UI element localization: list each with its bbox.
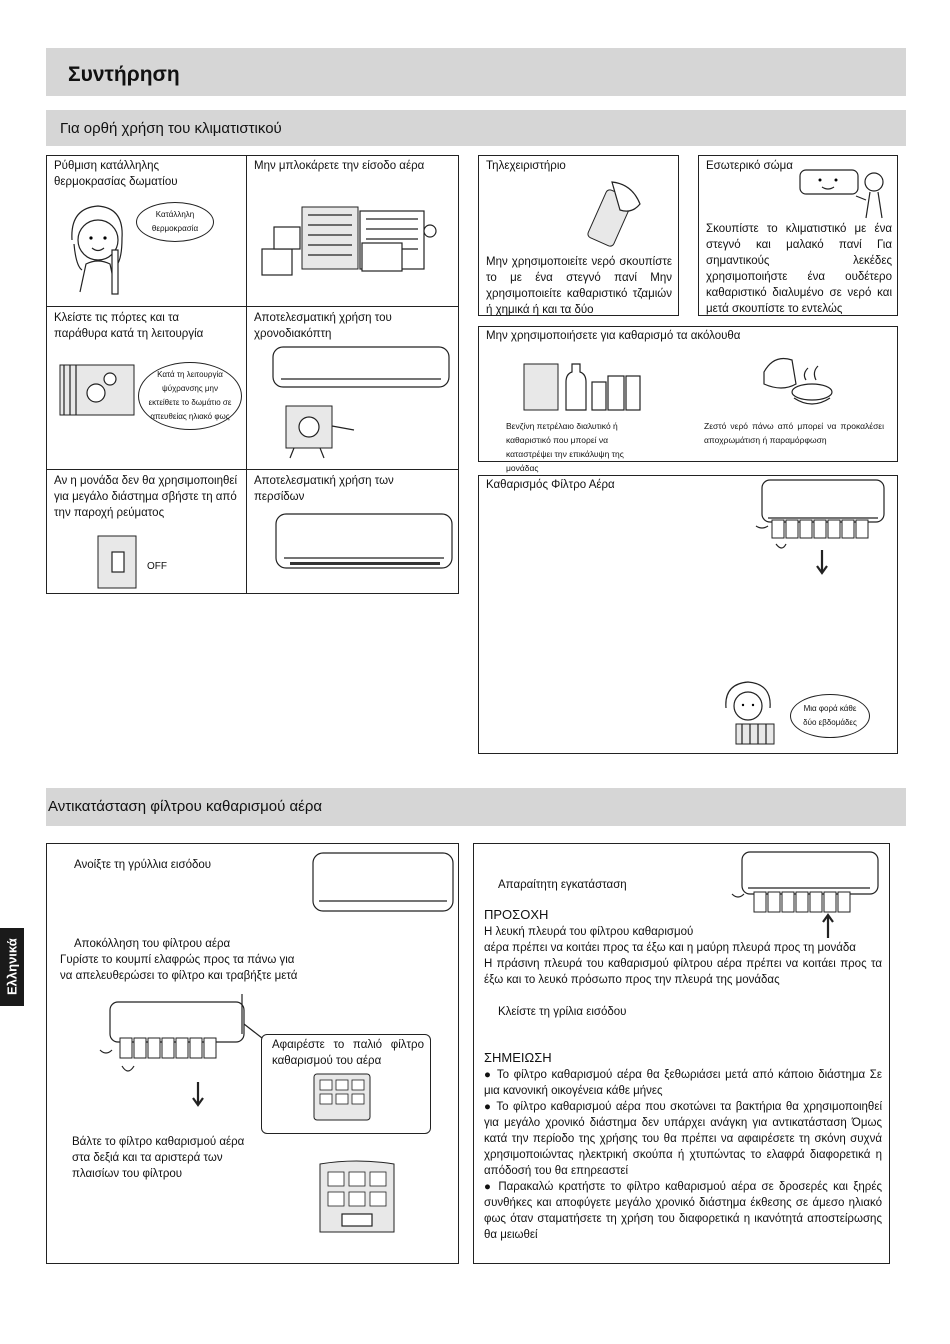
bubble-filter-frequency bbox=[790, 694, 870, 738]
bubble-sunlight-warning bbox=[138, 362, 242, 430]
close-grille: Κλείστε τη γρίλια εισόδου bbox=[498, 1006, 627, 1018]
language-tab: Ελληνικά bbox=[0, 928, 24, 1006]
indoor-unit-face-illustration bbox=[800, 170, 892, 224]
bubble-line: απευθείας ηλιακό φως bbox=[150, 412, 230, 421]
hot-water-illustration bbox=[754, 350, 834, 414]
solvents-illustration bbox=[520, 360, 650, 414]
filter-cleaning-title: Καθαρισμός Φίλτρο Αέρα bbox=[486, 479, 615, 491]
tip-unplug: Αν η μονάδα δεν θα χρησιμοποιηθεί για μεγάλο διάστημα σβήστε τη από την παροχή ρεύματος bbox=[54, 475, 238, 519]
remote-cleaning-illustration bbox=[582, 180, 646, 248]
remove-old-filter-text: Αφαιρέστε το παλιό φίλτρο καθαρισμού του αέρα bbox=[272, 1039, 424, 1067]
caution-title: ΠΡΟΣΟΧΗ bbox=[484, 907, 549, 922]
new-filter-illustration bbox=[316, 1158, 400, 1238]
ac-grille-open-illustration bbox=[313, 853, 455, 915]
girl-thermometer-illustration bbox=[60, 200, 140, 300]
bubble-line: θερμοκρασία bbox=[151, 224, 199, 233]
tip-air-inlet: Μην μπλοκάρετε την είσοδο αέρα bbox=[254, 160, 425, 172]
bubble-line: ψύχρανσης μην bbox=[162, 384, 218, 393]
step-detach-title: Αποκόλληση του φίλτρου αέρα bbox=[74, 938, 231, 950]
step-open-grille: Ανοίξτε τη γρύλλια εισόδου bbox=[74, 859, 212, 871]
filter-detach-illustration bbox=[100, 994, 250, 1110]
bubble-line: Κατά τη λειτουργία bbox=[157, 370, 223, 379]
blocked-inlet-illustration bbox=[262, 205, 452, 285]
window-girl-illustration bbox=[60, 365, 140, 425]
note-item-1: ● Το φίλτρο καθαρισμού αέρα θα ξεθωριάσει μετά από κάποιο διάστημα Σε μια κανονική οικογένεια κάθε μήνες bbox=[484, 1069, 882, 1097]
bubble-line: εκτείθετε το δωμάτιο σε bbox=[148, 398, 232, 407]
indoor-text: Σκουπίστε το κλιματιστικό με ένα στεγνό και μαλακό πανί Για σημαντικούς λεκέδες χρησιμοποιήστε ένα ουδέτερο καθαριστικό διαλυμένο σε νερό και μετά σκουπίστε το εντελώς bbox=[706, 223, 892, 315]
dont-use-right-text: Ζεστό νερό πάνω από μπορεί να προκαλέσει αποχρωμάτιση ή παραμόρφωση bbox=[704, 421, 884, 445]
caution-line-3: Η πράσινη πλευρά του καθαρισμού φίλτρου αέρα πρέπει να κοιτάει προς τα έξω και το λευκό πρόσωπο προς την πλευρά της μονάδας bbox=[484, 958, 882, 986]
dont-use-title: Μην χρησιμοποιήσετε για καθαρισμό τα ακόλουθα bbox=[486, 330, 741, 342]
filter-install-illustration bbox=[730, 850, 880, 944]
grid-divider-h2 bbox=[46, 469, 459, 470]
indoor-title: Εσωτερικό σώμα bbox=[706, 160, 793, 172]
ac-unit-illustration bbox=[273, 347, 451, 393]
tip-close-doors: Κλείστε τις πόρτες και τα παράθυρα κατά τη λειτουργία bbox=[54, 312, 204, 340]
timer-character-illustration bbox=[280, 400, 370, 462]
bubble-line: Κατάλληλη bbox=[155, 210, 195, 219]
tip-timer: Αποτελεσματική χρήση του χρονοδιακόπτη bbox=[254, 312, 392, 340]
caution-line-2: αέρα πρέπει να κοιτάει προς τα έξω και η μαύρη πλευρά προς τη μονάδα bbox=[484, 942, 856, 954]
page-title: Συντήρηση bbox=[68, 63, 180, 86]
grid-divider-v bbox=[246, 155, 247, 594]
step-insert-filter: Βάλτε το φίλτρο καθαρισμού αέρα στα δεξιά και τα αριστερά των πλαισίων του φίλτρου bbox=[72, 1136, 245, 1180]
remote-title: Τηλεχειριστήριο bbox=[486, 160, 566, 172]
ac-louvers-illustration bbox=[276, 514, 454, 574]
girl-filter-illustration bbox=[718, 678, 788, 748]
section-title-proper-use: Για ορθή χρήση του κλιματιστικού bbox=[60, 120, 282, 137]
bubble-line: Μια φορά κάθε bbox=[803, 704, 857, 713]
install-required: Απαραίτητη εγκατάσταση bbox=[498, 879, 627, 891]
note-item-2: ● Το φίλτρο καθαρισμού αέρα που σκοτώνει τα βακτήρια θα χρησιμοποιηθεί για μεγάλο χρονικό διάστημα δεν υπάρχει ανάγκη για αντικατάσταση Όμως κατά την περίοδο της χρήσης του θα πρέπει να αφαιρέσετε τη σκόνη συχνά χρησιμοποιώντας ηλεκτρική σκούπα ή χτυπώντας το ελαφρά διαφορετικά η απόδοσή του θα επηρεαστεί bbox=[484, 1101, 882, 1177]
dont-use-left-text: Βενζίνη πετρέλαιο διαλυτικό ή καθαριστικό που μπορεί να καταστρέψει την επικάλυψη της μονάδας bbox=[506, 421, 624, 473]
bubble-line: δύο εβδομάδες bbox=[803, 718, 857, 727]
note-title: ΣΗΜΕΙΩΣΗ bbox=[484, 1050, 552, 1065]
tip-louvers: Αποτελεσματική χρήση των περσίδων bbox=[254, 475, 394, 503]
caution-line-1: Η λευκή πλευρά του φίλτρου καθαρισμού bbox=[484, 926, 694, 938]
section-title-filter-replace: Αντικατάσταση φίλτρου καθαρισμού αέρα bbox=[48, 798, 323, 815]
filter-pull-illustration bbox=[752, 480, 888, 576]
tip-room-temperature: Ρύθμιση κατάλληλης θερμοκρασίας δωματίου bbox=[54, 160, 178, 188]
old-filter-illustration bbox=[310, 1070, 376, 1126]
note-list bbox=[484, 1067, 882, 1243]
step-detach-text: Γυρίστε το κουμπί ελαφρώς προς τα πάνω για να απελευθερώσει το φίλτρο και τραβήξτε μετά bbox=[60, 954, 298, 982]
callout-line bbox=[244, 1024, 264, 1054]
power-switch-illustration bbox=[98, 536, 140, 590]
bubble-proper-temperature bbox=[136, 202, 214, 242]
off-label: OFF bbox=[147, 561, 167, 572]
grid-divider-h1 bbox=[46, 306, 459, 307]
remote-text: Μην χρησιμοποιείτε νερό σκουπίστε το με ένα στεγνό πανί Μην χρησιμοποιείτε καθαριστικό τζαμιών ή χημικά ή και τα δύο bbox=[486, 256, 672, 316]
note-item-3: ● Παρακαλώ κρατήστε το φίλτρο καθαρισμού αέρα σε δροσερές και ξηρές συνθήκες και αποφύγετε μεγάλο χρονικό διάστημα έκθεσης σε άμεσο ηλιακό φως όταν σταματήσετε τη χρήση του διαφορετικά η ικανότητά αποστείρωσης θα μειωθεί bbox=[484, 1181, 882, 1241]
